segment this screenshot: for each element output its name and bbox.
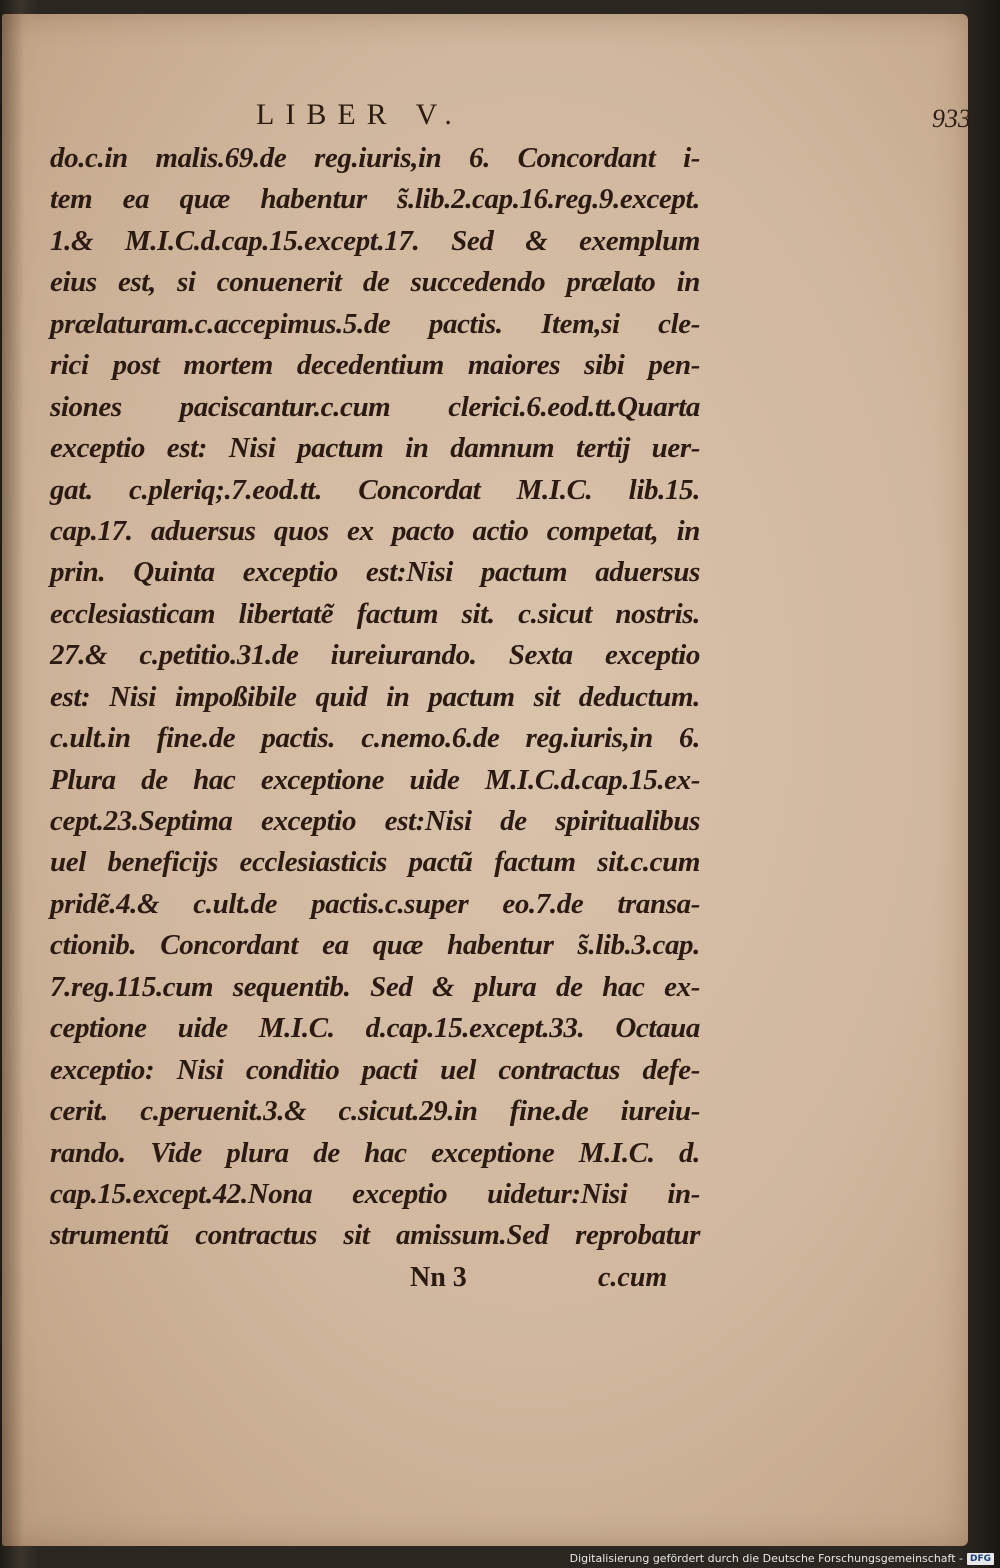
text-line: tem ea quæ habentur s̃.lib.2.cap.16.reg.9.except.	[50, 183, 700, 216]
catchword: c.cum	[598, 1262, 668, 1293]
dfg-logo: DFG	[967, 1553, 994, 1565]
signature-mark: Nn 3	[410, 1262, 467, 1293]
text-line: do.c.in malis.69.de reg.iuris,in 6. Concordant i-	[50, 142, 700, 174]
text-line: eius est, si conuenerit de succedendo prælato in	[50, 266, 700, 299]
text-line: ceptione uide M.I.C. d.cap.15.except.33. Octaua	[50, 1012, 700, 1045]
page-footer	[0, 1262, 966, 1302]
credit-text: Digitalisierung gefördert durch die Deutsche Forschungsgemeinschaft -	[569, 1552, 963, 1565]
page-header	[0, 98, 971, 138]
text-line: prin. Quinta exceptio est:Nisi pactum aduersus	[50, 556, 700, 589]
page-gutter-shadow	[2, 14, 24, 1546]
text-line: siones paciscantur.c.cum clerici.6.eod.tt.Quarta	[50, 390, 700, 423]
text-line: cap.15.except.42.Nona exceptio uidetur:Nisi in-	[50, 1177, 700, 1210]
body-text	[50, 138, 700, 1257]
text-line: exceptio est: Nisi pactum in damnum tertij uer-	[50, 432, 700, 465]
text-line: cap.17. aduersus quos ex pacto actio competat, in	[50, 514, 700, 547]
text-line: pridẽ.4.& c.ult.de pactis.c.super eo.7.de transa-	[50, 887, 700, 920]
text-line: gat. c.pleriq;.7.eod.tt. Concordat M.I.C. lib.15.	[50, 473, 700, 506]
text-line: 27.& c.petitio.31.de iureiurando. Sexta exceptio	[50, 639, 700, 672]
text-line: ecclesiasticam libertatẽ factum sit. c.sicut nostris.	[50, 597, 700, 630]
text-line: strumentũ contractus sit amissum.Sed reprobatur	[50, 1219, 700, 1252]
text-line: exceptio: Nisi conditio pacti uel contractus defe-	[50, 1053, 700, 1086]
digitization-credit	[570, 1552, 994, 1565]
text-line: prælaturam.c.accepimus.5.de pactis. Item,si cle-	[50, 307, 700, 340]
text-line: Plura de hac exceptione uide M.I.C.d.cap.15.ex-	[50, 763, 700, 796]
page-number: 933	[932, 104, 971, 133]
text-line: uel beneficijs ecclesiasticis pactũ factum sit.c.cum	[50, 846, 700, 879]
text-line: cerit. c.peruenit.3.& c.sicut.29.in fine.de iureiu-	[50, 1095, 700, 1128]
text-line: rici post mortem decedentium maiores sibi pen-	[50, 349, 700, 382]
text-line: rando. Vide plura de hac exceptione M.I.C. d.	[50, 1136, 700, 1169]
text-line: est: Nisi impoßibile quid in pactum sit deductum.	[50, 680, 700, 713]
text-line: 7.reg.115.cum sequentib. Sed & plura de hac ex-	[50, 970, 700, 1003]
text-line: 1.& M.I.C.d.cap.15.except.17. Sed & exemplum	[50, 224, 700, 257]
running-head: LIBER V.	[256, 98, 463, 131]
text-line: ctionib. Concordant ea quæ habentur s̃.lib.3.cap.	[50, 929, 700, 962]
text-line: c.ult.in fine.de pactis. c.nemo.6.de reg.iuris,in 6.	[50, 722, 700, 755]
text-line: cept.23.Septima exceptio est:Nisi de spiritualibus	[50, 805, 700, 837]
